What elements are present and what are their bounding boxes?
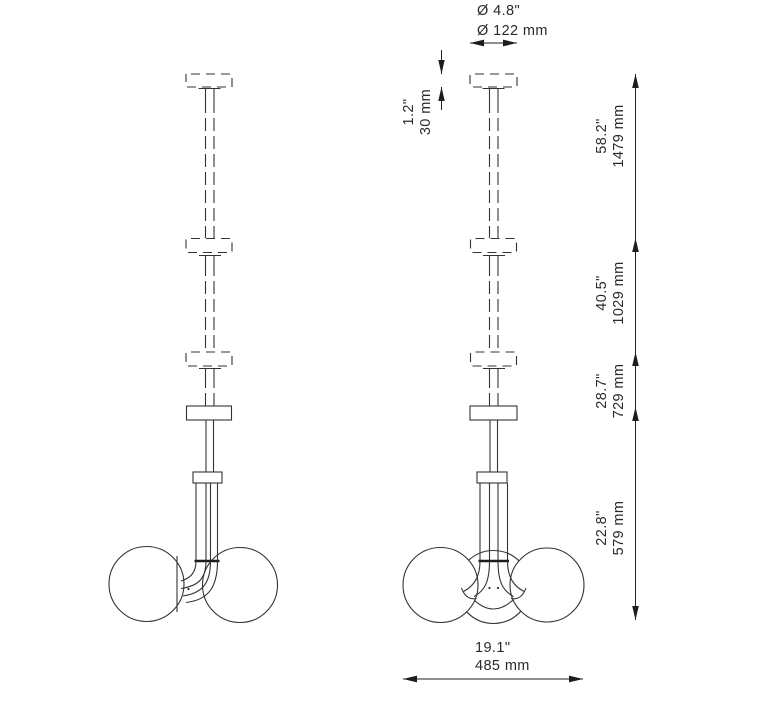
hang-rod-1 — [206, 89, 215, 239]
rod-connector-1 — [471, 239, 517, 253]
hang-rod-2 — [206, 256, 215, 353]
drop-long-label — [594, 104, 628, 167]
side-view-lamp — [109, 74, 278, 623]
hang-rod-2 — [490, 256, 499, 353]
rod-connector-2 — [471, 352, 517, 366]
arrowhead-up-icon — [632, 407, 639, 421]
drop-long-mm: 1479 mm — [611, 104, 627, 168]
fixture-width-inches: 19.1" — [475, 640, 511, 656]
hang-rod-1 — [490, 89, 499, 239]
arrowhead-up-icon — [632, 352, 639, 366]
suspension-block — [187, 406, 232, 420]
hang-rod-3 — [490, 369, 499, 407]
drop-long-inches: 58.2" — [594, 118, 610, 154]
front-view-lamp — [403, 74, 584, 624]
canopy-height-mm: 30 mm — [418, 88, 434, 136]
collar — [193, 472, 222, 483]
canopy-diameter-inches: Ø 4.8" — [477, 3, 521, 19]
canopy-diameter-mm: Ø 122 mm — [477, 23, 548, 39]
glass-sphere-right — [510, 548, 584, 622]
center-tube — [480, 483, 508, 561]
fixture-height-inches: 22.8" — [594, 510, 610, 546]
fixture-height-label — [594, 501, 628, 556]
arrowhead-up-icon — [632, 74, 639, 88]
canopy-outline — [186, 74, 232, 87]
arrowhead-down-icon — [632, 606, 639, 620]
arrowhead-down-icon — [438, 60, 444, 74]
canopy-height-dimension — [438, 50, 444, 110]
canopy-diameter-label — [477, 1, 548, 41]
canopy-height-label — [401, 89, 435, 135]
arm-socket-dot — [187, 588, 189, 590]
arrowhead-right-icon — [569, 676, 583, 683]
rod-connector-2 — [186, 352, 232, 366]
canopy-height-inches: 1.2" — [401, 98, 417, 126]
fixture-width-dimension — [403, 676, 583, 683]
fixture-width-mm: 485 mm — [475, 658, 530, 674]
glass-sphere-left — [403, 548, 478, 623]
hang-rod-3 — [206, 369, 215, 407]
collar — [477, 472, 507, 483]
glass-sphere-left — [109, 547, 184, 622]
drop-short-label — [594, 364, 628, 419]
drop-medium-inches: 40.5" — [594, 275, 610, 311]
rod-connector-1 — [186, 239, 232, 253]
arrowhead-left-icon — [403, 676, 417, 683]
fixture-width-label — [475, 639, 530, 675]
drop-medium-label — [594, 261, 628, 324]
arm-socket-dot-left — [488, 587, 490, 589]
arrowhead-up-icon — [632, 238, 639, 252]
drop-short-mm: 729 mm — [611, 363, 627, 419]
fixture-height-mm: 579 mm — [611, 500, 627, 556]
arm-socket-dot-right — [497, 587, 499, 589]
drop-height-dimension — [632, 74, 639, 620]
center-tube — [196, 483, 218, 561]
canopy-outline — [470, 74, 517, 87]
drop-short-inches: 28.7" — [594, 373, 610, 409]
suspension-block — [470, 406, 517, 420]
arrowhead-up-icon — [438, 87, 444, 101]
drop-medium-mm: 1029 mm — [611, 261, 627, 325]
